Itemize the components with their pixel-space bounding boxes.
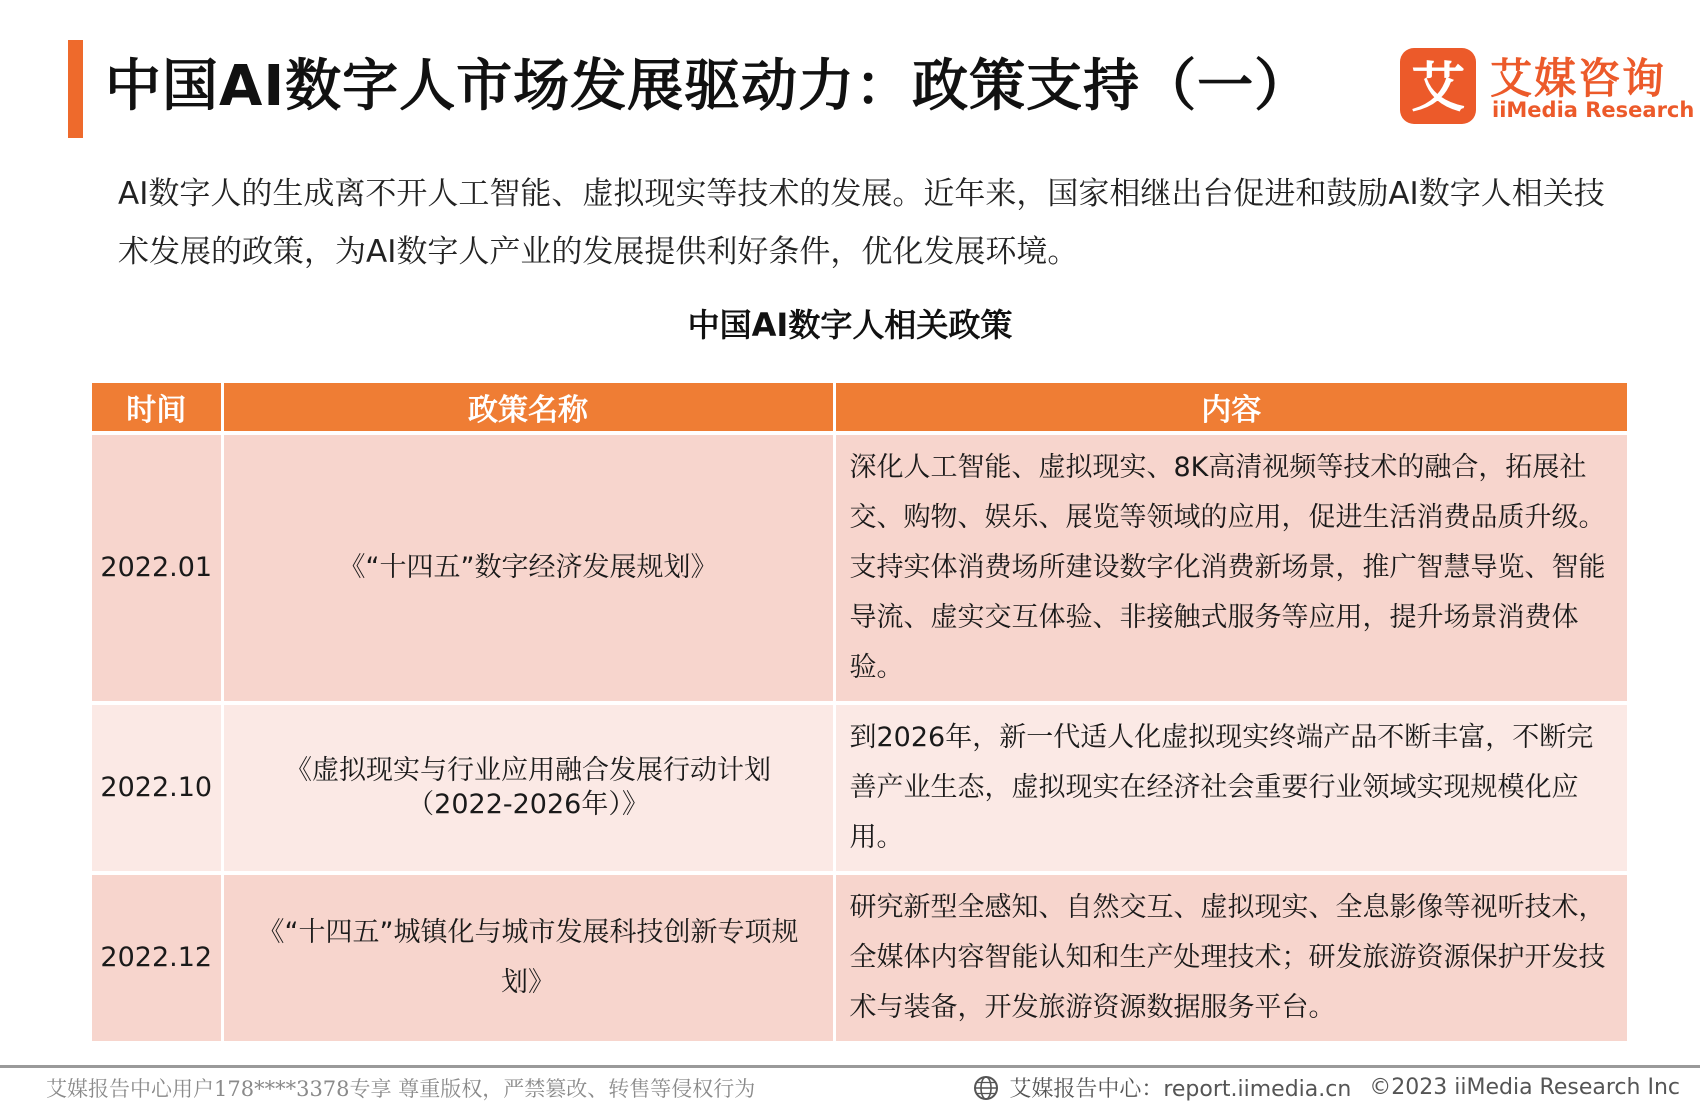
- row-date: 2022.10: [92, 703, 222, 873]
- table-title: 中国AI数字人相关政策: [687, 306, 1013, 344]
- intro-paragraph: AI数字人的生成离不开人工智能、虚拟现实等技术的发展。近年来，国家相继出台促进和鼓励AI数字人相关技术发展的政策，为AI数字人产业的发展提供利好条件，优化发展环境。: [118, 176, 1605, 270]
- footer-divider: [0, 1065, 1700, 1068]
- svg-text:艾: 艾: [1411, 56, 1465, 119]
- header-policy-name: 政策名称: [222, 383, 834, 433]
- logo-text-en: iiMedia Research: [1492, 98, 1695, 122]
- policy-table: [92, 383, 1627, 1041]
- footer-right: [973, 1072, 1680, 1103]
- table-row: [92, 703, 1627, 873]
- iimedia-logo: [1398, 46, 1695, 130]
- row-content: 到2026年，新一代适人化虚拟现实终端产品不断丰富，不断完善产业生态，虚拟现实在经济社会重要行业领域实现规模化应用。: [834, 703, 1627, 873]
- row-content: 深化人工智能、虚拟现实、8K高清视频等技术的融合，拓展社交、购物、娱乐、展览等领域的应用，促进生活消费品质升级。支持实体消费场所建设数字化消费新场景，推广智慧导览、智能导流、虚实交互体验、非接触式服务等应用，提升场景消费体验。: [834, 433, 1627, 703]
- logo-text-cn: 艾媒咨询: [1490, 54, 1667, 103]
- table-header-row: [92, 383, 1627, 433]
- iimedia-logo-mark-icon: [1398, 46, 1478, 126]
- title-accent-bar: [68, 40, 83, 138]
- table-row: [92, 873, 1627, 1041]
- row-date: 2022.01: [92, 433, 222, 703]
- row-policy-name: 《“十四五”数字经济发展规划》: [222, 433, 834, 703]
- page-title: 中国AI数字人市场发展驱动力：政策支持（一）: [105, 54, 1312, 119]
- row-content: 研究新型全感知、自然交互、虚拟现实、全息影像等视听技术，全媒体内容智能认知和生产处理技术；研发旅游资源保护开发技术与装备，开发旅游资源数据服务平台。: [834, 873, 1627, 1041]
- row-policy-name: 《“十四五”城镇化与城市发展科技创新专项规划》: [222, 873, 834, 1041]
- header-date: 时间: [92, 383, 222, 433]
- globe-icon: [973, 1075, 999, 1101]
- row-policy-name: 《虚拟现实与行业应用融合发展行动计划（2022-2026年）》: [222, 703, 834, 873]
- footer-site: 艾媒报告中心：report.iimedia.cn: [1009, 1077, 1352, 1102]
- header-content: 内容: [834, 383, 1627, 433]
- table-row: [92, 433, 1627, 703]
- footer-copyright-notice: 艾媒报告中心用户178****3378专享 尊重版权，严禁篡改、转售等侵权行为: [46, 1077, 756, 1101]
- footer-copyright: ©2023 iiMedia Research Inc: [1369, 1075, 1680, 1100]
- row-date: 2022.12: [92, 873, 222, 1041]
